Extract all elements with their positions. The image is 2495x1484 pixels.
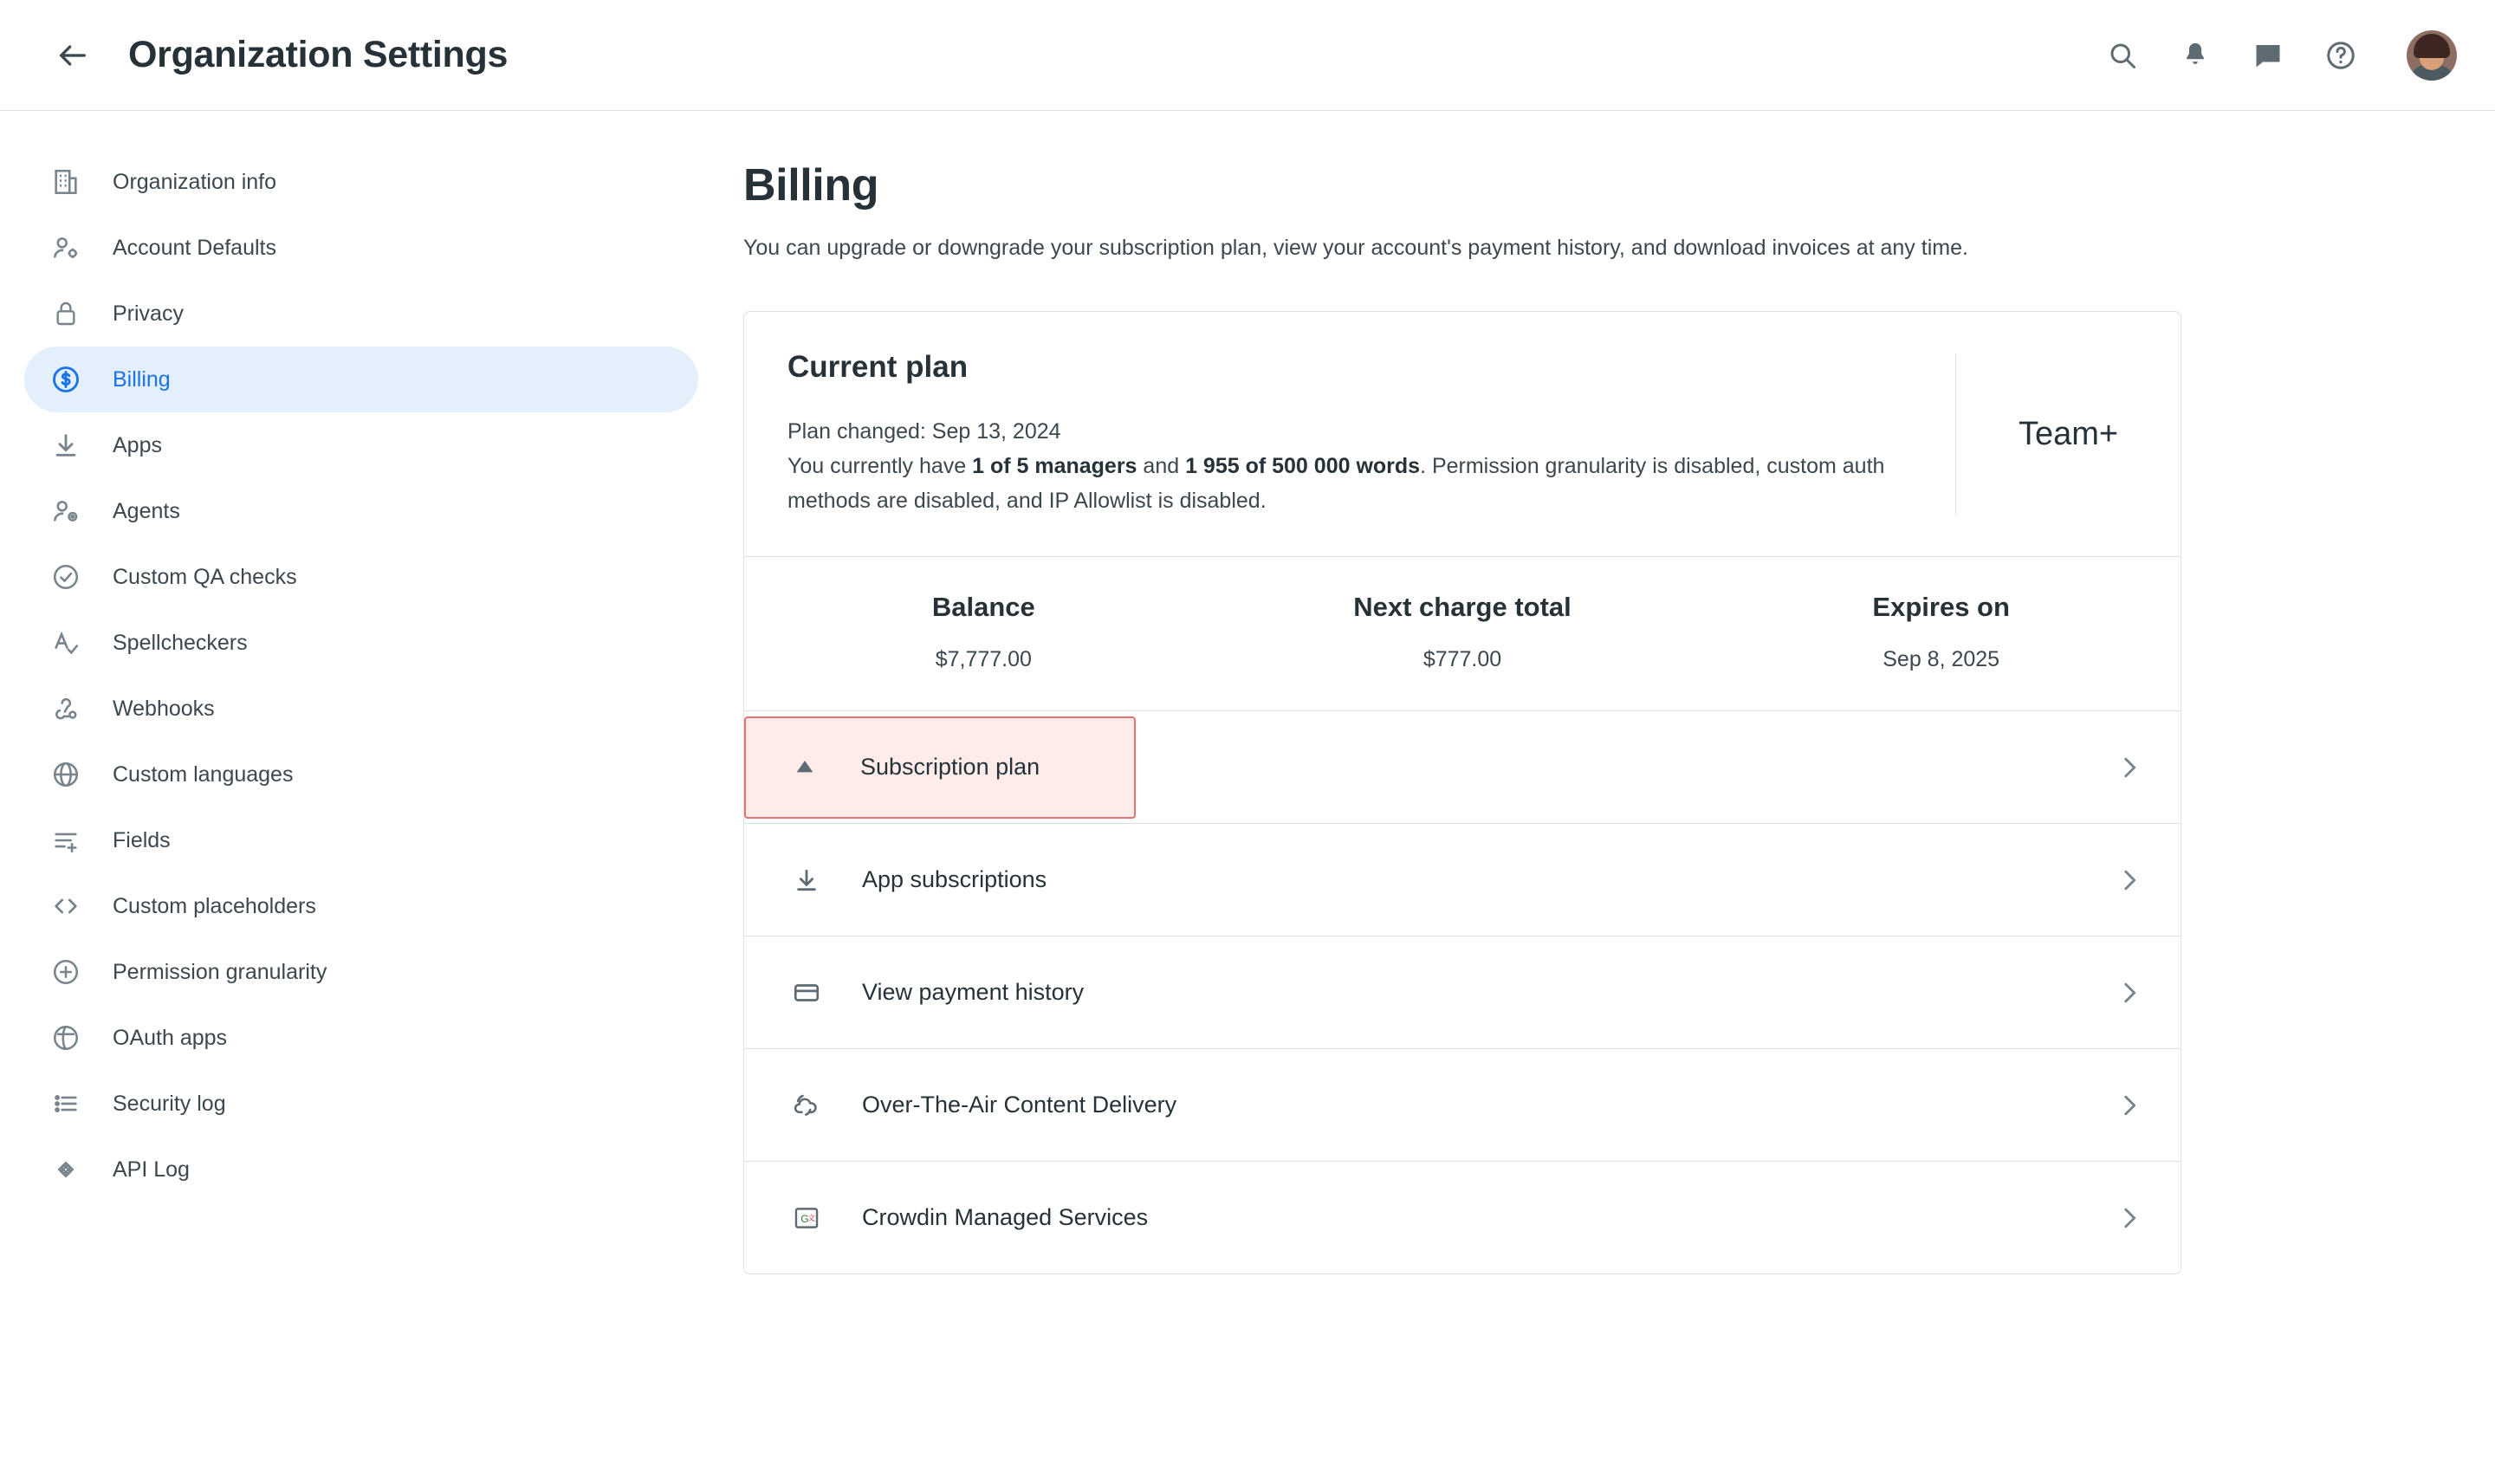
arrow-left-icon — [55, 38, 90, 73]
fields-icon — [47, 821, 85, 859]
current-plan-title: Current plan — [787, 350, 969, 384]
sidebar-item-webhooks[interactable] — [24, 676, 698, 742]
sidebar-item-label: Billing — [113, 366, 171, 392]
stat-expires-on — [1701, 592, 2181, 672]
stat-value: Sep 8, 2025 — [1883, 647, 2000, 671]
plus-circle-icon — [47, 953, 85, 991]
usage-prefix: You currently have — [787, 454, 973, 478]
current-plan-meta — [787, 414, 1917, 518]
stat-label: Expires on — [1872, 592, 2010, 622]
sidebar-item-security-log[interactable] — [24, 1071, 698, 1137]
topbar-icons — [2103, 30, 2457, 81]
page-title: Organization Settings — [128, 34, 509, 75]
row-subscription-plan-wrap — [744, 710, 2181, 823]
billing-card — [743, 311, 2181, 1274]
sidebar-item-organization-info[interactable] — [24, 149, 698, 215]
plan-name: Team+ — [2018, 415, 2119, 452]
sidebar-item-permission-granularity[interactable] — [24, 939, 698, 1005]
sidebar-item-custom-placeholders[interactable] — [24, 873, 698, 939]
sidebar-item-agents[interactable] — [24, 478, 698, 544]
main-content — [728, 111, 2495, 1484]
row-label: Over-The-Air Content Delivery — [862, 1092, 1177, 1118]
row-subscription-plan[interactable] — [744, 716, 1136, 819]
billing-stats — [744, 556, 2181, 710]
download-icon — [787, 861, 826, 899]
sidebar-item-billing[interactable] — [24, 347, 698, 412]
plan-usage-line — [787, 449, 1917, 518]
credit-card-icon — [787, 974, 826, 1012]
sidebar-item-custom-qa-checks[interactable] — [24, 544, 698, 610]
chevron-right-icon[interactable] — [2115, 1203, 2144, 1233]
row-label: Subscription plan — [860, 754, 1040, 780]
sidebar-item-label: Permission granularity — [113, 959, 327, 984]
billing-heading: Billing — [743, 160, 879, 211]
chevron-right-icon[interactable] — [2115, 753, 2144, 782]
chat-icon[interactable] — [2249, 36, 2287, 75]
subscription-plan-icon — [786, 748, 824, 787]
sidebar-item-account-defaults[interactable] — [24, 215, 698, 281]
row-label: Crowdin Managed Services — [862, 1204, 1149, 1230]
stat-balance — [744, 592, 1223, 672]
top-bar — [0, 0, 2495, 111]
oauth-icon — [47, 1019, 85, 1057]
billing-description: You can upgrade or downgrade your subscription plan, view your account's payment history, and download invoices at any time. — [743, 236, 1968, 260]
current-plan-section — [744, 312, 2181, 556]
sidebar-item-custom-languages[interactable] — [24, 742, 698, 807]
stat-value: $777.00 — [1422, 647, 1502, 671]
lock-icon — [47, 295, 85, 333]
usage-managers: 1 of 5 managers — [972, 454, 1137, 478]
current-plan-name-box — [1955, 353, 2181, 515]
usage-and: and — [1137, 454, 1186, 478]
usage-words: 1 955 of 500 000 words — [1185, 454, 1421, 478]
svg-text:G: G — [800, 1212, 809, 1225]
stat-next-charge-total — [1223, 592, 1702, 672]
stat-value: $7,777.00 — [935, 647, 1032, 671]
sidebar-item-oauth-apps[interactable] — [24, 1005, 698, 1071]
row-label: View payment history — [862, 979, 1085, 1005]
chevron-right-icon[interactable] — [2115, 1091, 2144, 1120]
sidebar-item-label: Fields — [113, 827, 171, 852]
sidebar-item-privacy[interactable] — [24, 281, 698, 347]
help-icon[interactable] — [2322, 36, 2360, 75]
sidebar — [0, 111, 728, 1484]
check-circle-icon — [47, 558, 85, 596]
row-over-the-air-content-delivery[interactable] — [744, 1048, 2181, 1161]
sidebar-item-fields[interactable] — [24, 807, 698, 873]
sidebar-item-label: Privacy — [113, 301, 184, 326]
svg-text:文: 文 — [807, 1213, 816, 1222]
chevron-right-icon[interactable] — [2115, 865, 2144, 895]
sidebar-item-api-log[interactable] — [24, 1137, 698, 1202]
page-layout — [0, 111, 2495, 1484]
row-label: App subscriptions — [862, 866, 1047, 892]
sidebar-item-label: Account Defaults — [113, 235, 276, 260]
sidebar-item-label: OAuth apps — [113, 1025, 228, 1050]
avatar[interactable] — [2407, 30, 2457, 81]
sidebar-item-label: Organization info — [113, 169, 277, 194]
plan-changed-label: Plan changed: Sep 13, 2024 — [787, 419, 1061, 444]
ota-cloud-icon — [787, 1086, 826, 1124]
avatar-hair — [2414, 34, 2450, 58]
list-icon — [47, 1085, 85, 1123]
sidebar-item-label: Agents — [113, 498, 180, 523]
row-app-subscriptions[interactable] — [744, 823, 2181, 936]
sidebar-item-label: Spellcheckers — [113, 630, 248, 655]
building-icon — [47, 163, 85, 201]
sidebar-item-label: Security log — [113, 1091, 226, 1116]
stat-label: Next charge total — [1353, 592, 1572, 622]
download-icon — [47, 426, 85, 464]
sidebar-item-label: Custom languages — [113, 761, 294, 787]
user-gear-icon — [47, 229, 85, 267]
spellcheck-icon — [47, 624, 85, 662]
code-icon — [47, 887, 85, 925]
sidebar-item-label: Custom QA checks — [113, 564, 297, 589]
sidebar-item-label: Apps — [113, 432, 162, 457]
search-icon[interactable] — [2103, 36, 2142, 75]
row-view-payment-history[interactable] — [744, 936, 2181, 1048]
stat-label: Balance — [931, 592, 1035, 622]
user-robot-icon — [47, 492, 85, 530]
dollar-circle-icon — [47, 360, 85, 399]
sidebar-item-label: Custom placeholders — [113, 893, 316, 918]
row-crowdin-managed-services[interactable] — [744, 1161, 2181, 1273]
managed-services-icon — [787, 1199, 826, 1237]
webhook-icon — [47, 690, 85, 728]
sidebar-item-label: Webhooks — [113, 696, 215, 721]
back-button[interactable] — [49, 31, 97, 80]
globe-icon — [47, 755, 85, 794]
chevron-right-icon[interactable] — [2115, 978, 2144, 1008]
api-icon — [47, 1150, 85, 1189]
current-plan-details — [744, 312, 1955, 556]
sidebar-item-label: API Log — [113, 1157, 190, 1182]
usage-suffix: . Permission granularity is disabled, custom auth methods are disabled, and IP Allowlist is disabled. — [787, 454, 1885, 513]
bell-icon[interactable] — [2176, 36, 2214, 75]
sidebar-item-apps[interactable] — [24, 412, 698, 478]
sidebar-item-spellcheckers[interactable] — [24, 610, 698, 676]
